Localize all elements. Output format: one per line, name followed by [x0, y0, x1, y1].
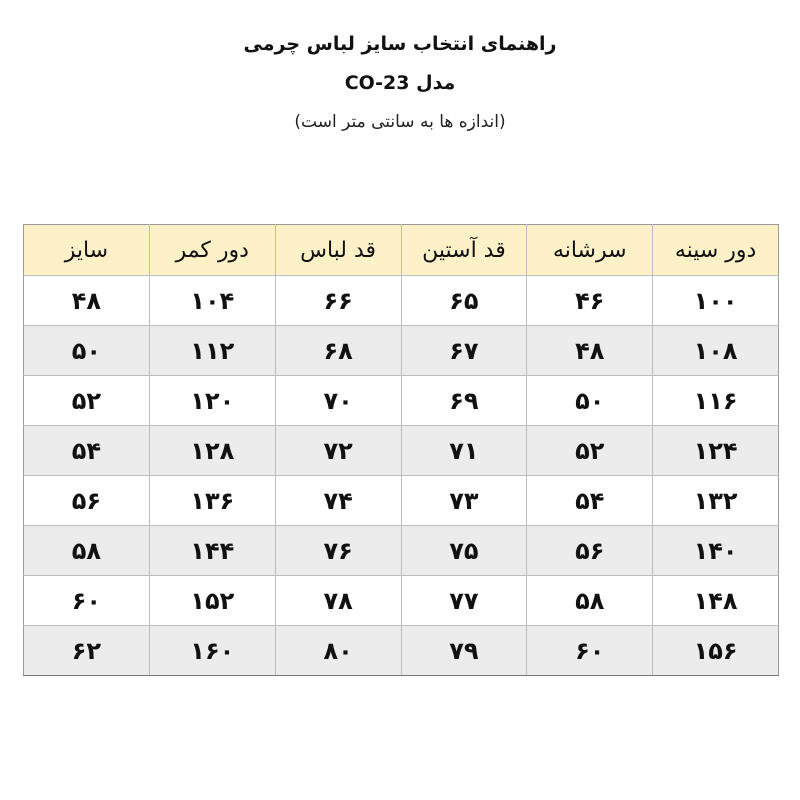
cell-waist: ۱۳۶	[149, 476, 275, 526]
cell-chest: ۱۰۸	[653, 326, 779, 376]
cell-garment-length: ۶۶	[275, 276, 401, 326]
table-row	[24, 276, 779, 326]
cell-waist: ۱۲۰	[149, 376, 275, 426]
cell-garment-length: ۷۰	[275, 376, 401, 426]
cell-garment-length: ۷۴	[275, 476, 401, 526]
cell-shoulder: ۵۰	[527, 376, 653, 426]
cell-size: ۵۰	[24, 326, 150, 376]
cell-garment-length: ۷۶	[275, 526, 401, 576]
cell-size: ۵۴	[24, 426, 150, 476]
cell-shoulder: ۴۸	[527, 326, 653, 376]
cell-size: ۵۶	[24, 476, 150, 526]
cell-size: ۵۸	[24, 526, 150, 576]
cell-sleeve-length: ۷۳	[401, 476, 527, 526]
cell-chest: ۱۴۸	[653, 576, 779, 626]
cell-garment-length: ۷۲	[275, 426, 401, 476]
cell-shoulder: ۴۶	[527, 276, 653, 326]
table-row	[24, 526, 779, 576]
cell-chest: ۱۵۶	[653, 626, 779, 676]
column-header-waist: دور کمر	[149, 225, 275, 276]
cell-sleeve-length: ۶۵	[401, 276, 527, 326]
cell-chest: ۱۲۴	[653, 426, 779, 476]
table-row	[24, 376, 779, 426]
header-row	[24, 225, 779, 276]
cell-sleeve-length: ۶۷	[401, 326, 527, 376]
table-row	[24, 476, 779, 526]
cell-waist: ۱۰۴	[149, 276, 275, 326]
cell-shoulder: ۵۴	[527, 476, 653, 526]
cell-sleeve-length: ۷۹	[401, 626, 527, 676]
table-body	[24, 276, 779, 676]
cell-chest: ۱۴۰	[653, 526, 779, 576]
table-row	[24, 626, 779, 676]
column-header-garment-length: قد لباس	[275, 225, 401, 276]
table-row	[24, 326, 779, 376]
cell-shoulder: ۶۰	[527, 626, 653, 676]
cell-garment-length: ۷۸	[275, 576, 401, 626]
cell-waist: ۱۵۲	[149, 576, 275, 626]
cell-size: ۴۸	[24, 276, 150, 326]
column-header-size: سایز	[24, 225, 150, 276]
cell-sleeve-length: ۷۵	[401, 526, 527, 576]
table-row	[24, 576, 779, 626]
unit-note: (اندازه ها به سانتی متر است)	[294, 112, 506, 132]
column-header-shoulder: سرشانه	[527, 225, 653, 276]
table-header	[24, 225, 779, 276]
cell-sleeve-length: ۷۱	[401, 426, 527, 476]
cell-shoulder: ۵۲	[527, 426, 653, 476]
cell-chest: ۱۱۶	[653, 376, 779, 426]
cell-waist: ۱۱۲	[149, 326, 275, 376]
cell-sleeve-length: ۷۷	[401, 576, 527, 626]
column-header-sleeve-length: قد آستین	[401, 225, 527, 276]
table-row	[24, 426, 779, 476]
cell-size: ۵۲	[24, 376, 150, 426]
cell-waist: ۱۴۴	[149, 526, 275, 576]
cell-garment-length: ۸۰	[275, 626, 401, 676]
cell-chest: ۱۳۲	[653, 476, 779, 526]
page-title: راهنمای انتخاب سایز لباس چرمی	[243, 33, 557, 55]
column-header-chest: دور سینه	[653, 225, 779, 276]
cell-waist: ۱۲۸	[149, 426, 275, 476]
cell-waist: ۱۶۰	[149, 626, 275, 676]
cell-shoulder: ۵۶	[527, 526, 653, 576]
size-table	[23, 224, 779, 676]
cell-chest: ۱۰۰	[653, 276, 779, 326]
cell-sleeve-length: ۶۹	[401, 376, 527, 426]
cell-size: ۶۰	[24, 576, 150, 626]
cell-shoulder: ۵۸	[527, 576, 653, 626]
model-label: مدل CO-23	[344, 72, 456, 94]
cell-size: ۶۲	[24, 626, 150, 676]
cell-garment-length: ۶۸	[275, 326, 401, 376]
